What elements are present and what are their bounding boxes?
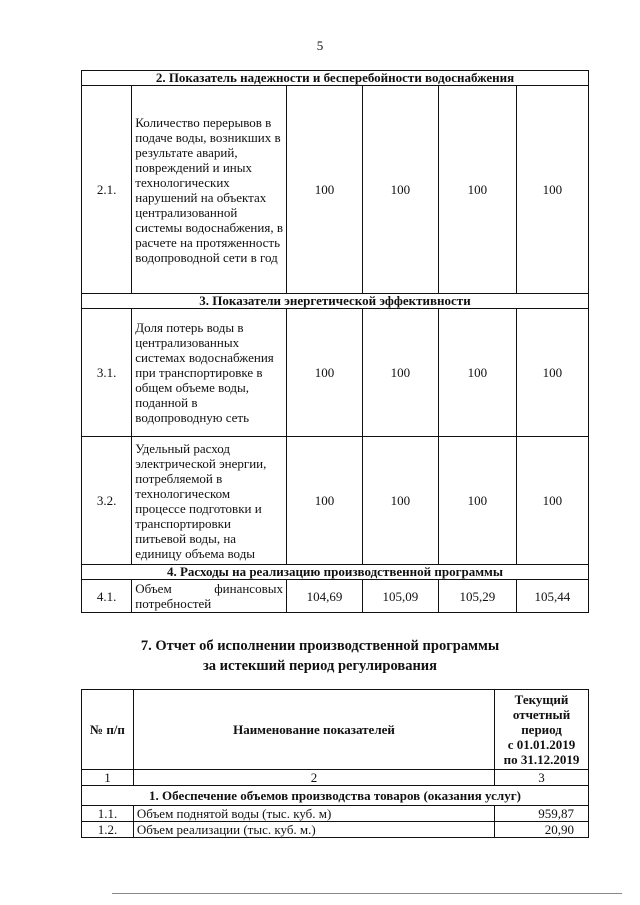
- header-period-line: Текущий: [514, 692, 569, 707]
- section-row: [82, 786, 589, 806]
- page-number: 5: [316, 38, 324, 53]
- row-number: 4.1.: [82, 580, 132, 613]
- table-row: [82, 822, 589, 838]
- page-edge-line: [112, 893, 622, 894]
- indicator-value: 104,69: [286, 580, 362, 613]
- table-row: [82, 580, 589, 613]
- indicator-name-line: Объем финансовых: [135, 581, 283, 596]
- header-period: [495, 690, 589, 770]
- section-row: [82, 71, 589, 86]
- indicator-value: 959,87: [495, 806, 589, 822]
- indicator-name: Объем поднятой воды (тыс. куб. м): [133, 806, 494, 822]
- table-row: [82, 806, 589, 822]
- report-heading: [0, 636, 640, 676]
- header-num: № п/п: [82, 690, 134, 770]
- header-period-line: по 31.12.2019: [503, 752, 580, 767]
- section-title: 2. Показатель надежности и бесперебойности водоснабжения: [82, 71, 589, 86]
- table-row: [82, 437, 589, 565]
- indicator-value: 105,44: [516, 580, 588, 613]
- header-period-line: отчетный: [512, 707, 571, 722]
- indicator-name: Удельный расход электрической энергии, потребляемой в технологическом процессе подготовки и транспортировки питьевой воды, на единицу объема воды: [132, 437, 287, 565]
- column-number: 3: [495, 770, 589, 786]
- indicator-value: 100: [286, 86, 362, 294]
- section-title: 4. Расходы на реализацию производственной программы: [82, 565, 589, 580]
- indicator-value: 105,09: [362, 580, 438, 613]
- report-heading-line: 7. Отчет об исполнении производственной программы: [140, 638, 500, 654]
- header-period-line: период: [521, 722, 562, 737]
- column-number-row: [82, 770, 589, 786]
- indicator-value: 100: [438, 437, 516, 565]
- row-number: 3.1.: [82, 309, 132, 437]
- column-number: 1: [82, 770, 134, 786]
- column-number: 2: [133, 770, 494, 786]
- table-row: [82, 86, 589, 294]
- table-row: [82, 309, 589, 437]
- row-number: 3.2.: [82, 437, 132, 565]
- indicator-value: 100: [516, 86, 588, 294]
- header-row: [82, 690, 589, 770]
- indicator-value: 105,29: [438, 580, 516, 613]
- indicator-name: Доля потерь воды в централизованных системах водоснабжения при транспортировке в общем объеме воды, поданной в водопроводную сеть: [132, 309, 287, 437]
- header-period-line: с 01.01.2019: [507, 737, 576, 752]
- indicator-value: 100: [516, 309, 588, 437]
- indicator-value: 100: [362, 437, 438, 565]
- indicator-name: Количество перерывов в подаче воды, возникших в результате аварий, повреждений и иных технологических нарушений на объектах централизованной системы водоснабжения, в расчете на протяженность водопроводной сети в год: [132, 86, 287, 294]
- section-title: 1. Обеспечение объемов производства товаров (оказания услуг): [82, 786, 589, 806]
- indicator-value: 100: [286, 437, 362, 565]
- indicator-value: 100: [438, 309, 516, 437]
- section-title: 3. Показатели энергетической эффективности: [82, 294, 589, 309]
- indicator-name-line: потребностей: [135, 596, 212, 611]
- row-number: 1.2.: [82, 822, 134, 838]
- indicator-value: 100: [438, 86, 516, 294]
- row-number: 1.1.: [82, 806, 134, 822]
- section-row: [82, 565, 589, 580]
- header-name: Наименование показателей: [133, 690, 494, 770]
- section-row: [82, 294, 589, 309]
- indicator-value: 100: [362, 309, 438, 437]
- indicator-value: 100: [286, 309, 362, 437]
- indicators-table: [81, 70, 589, 613]
- indicator-name: [132, 580, 287, 613]
- report-heading-line: за истекший период регулирования: [202, 658, 438, 674]
- indicator-value: 20,90: [495, 822, 589, 838]
- report-table: [81, 689, 589, 838]
- row-number: 2.1.: [82, 86, 132, 294]
- indicator-value: 100: [362, 86, 438, 294]
- indicator-name: Объем реализации (тыс. куб. м.): [133, 822, 494, 838]
- indicator-value: 100: [516, 437, 588, 565]
